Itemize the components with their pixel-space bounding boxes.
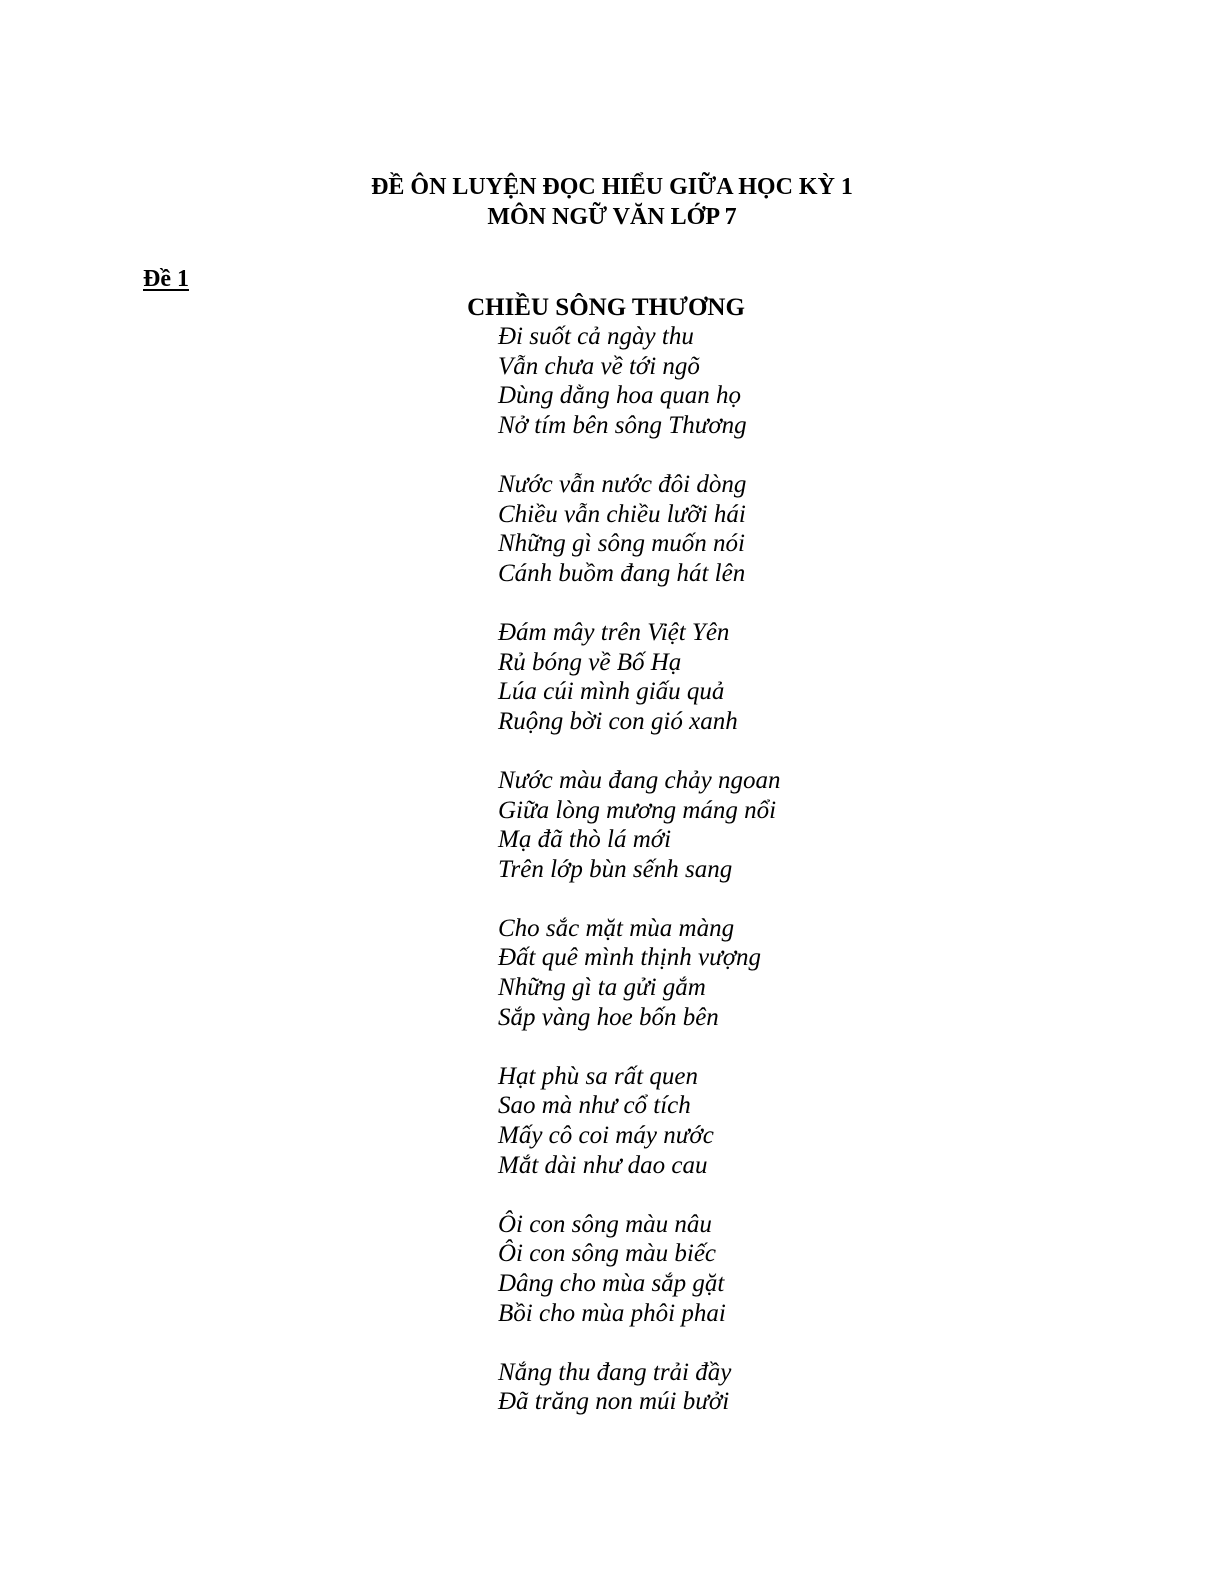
poem-line: Đã trăng non múi bưởi <box>498 1388 730 1416</box>
poem-line: Chiều vẫn chiều lưỡi hái <box>498 500 746 528</box>
poem-line: Mấy cô coi máy nước <box>498 1122 714 1150</box>
section-label: Đề 1 <box>143 266 189 292</box>
poem-line: Mắt dài như dao cau <box>498 1151 708 1179</box>
poem-line: Bồi cho mùa phôi phai <box>498 1299 726 1327</box>
poem-line: Mạ đã thò lá mới <box>498 826 672 854</box>
poem-line: Đất quê mình thịnh vượng <box>498 944 762 972</box>
poem-line: Sao mà như cổ tích <box>498 1092 691 1120</box>
poem-line: Cánh buồm đang hát lên <box>498 559 746 587</box>
poem-title: CHIỀU SÔNG THƯƠNG <box>467 294 745 321</box>
poem-line: Nắng thu đang trải đầy <box>498 1358 732 1386</box>
stanza <box>498 1358 781 1417</box>
stanza <box>498 1210 781 1328</box>
poem-line: Nở tím bên sông Thương <box>498 411 747 439</box>
poem-line: Ôi con sông màu nâu <box>498 1210 712 1238</box>
poem-line: Trên lớp bùn sếnh sang <box>498 855 733 883</box>
poem-line: Những gì ta gửi gắm <box>498 974 706 1002</box>
stanza <box>498 322 781 440</box>
poem-line: Đi suốt cả ngày thu <box>498 323 694 350</box>
poem-line: Lúa cúi mình giấu quả <box>498 678 725 706</box>
stanza <box>498 1062 781 1180</box>
header-title-line-2: MÔN NGỮ VĂN LỚP 7 <box>487 204 737 230</box>
header-title-line-1: ĐỀ ÔN LUYỆN ĐỌC HIỂU GIỮA HỌC KỲ 1 <box>371 174 853 200</box>
poem-line: Đám mây trên Việt Yên <box>498 618 730 646</box>
stanza <box>498 766 781 884</box>
stanza <box>498 470 781 588</box>
stanza <box>498 914 781 1032</box>
poem-line: Ruộng bời con gió xanh <box>498 707 738 735</box>
poem-line: Nước vẫn nước đôi dòng <box>498 470 747 498</box>
stanza <box>498 618 781 736</box>
poem-body <box>498 322 781 1417</box>
poem-line: Ôi con sông màu biếc <box>498 1240 717 1268</box>
poem-line: Dùng dằng hoa quan họ <box>498 382 742 410</box>
poem-line: Rủ bóng về Bố Hạ <box>498 648 682 676</box>
poem-line: Hạt phù sa rất quen <box>498 1062 698 1090</box>
poem-line: Vẫn chưa về tới ngõ <box>498 352 700 380</box>
poem-line: Dâng cho mùa sắp gặt <box>498 1270 725 1297</box>
poem-line: Nước màu đang chảy ngoan <box>498 766 781 794</box>
poem-line: Cho sắc mặt mùa màng <box>498 914 735 942</box>
poem-line: Sắp vàng hoe bốn bên <box>498 1003 719 1031</box>
poem-line: Giữa lòng mương máng nổi <box>498 796 777 824</box>
poem-line: Những gì sông muốn nói <box>498 530 745 558</box>
document-header <box>0 172 1224 232</box>
